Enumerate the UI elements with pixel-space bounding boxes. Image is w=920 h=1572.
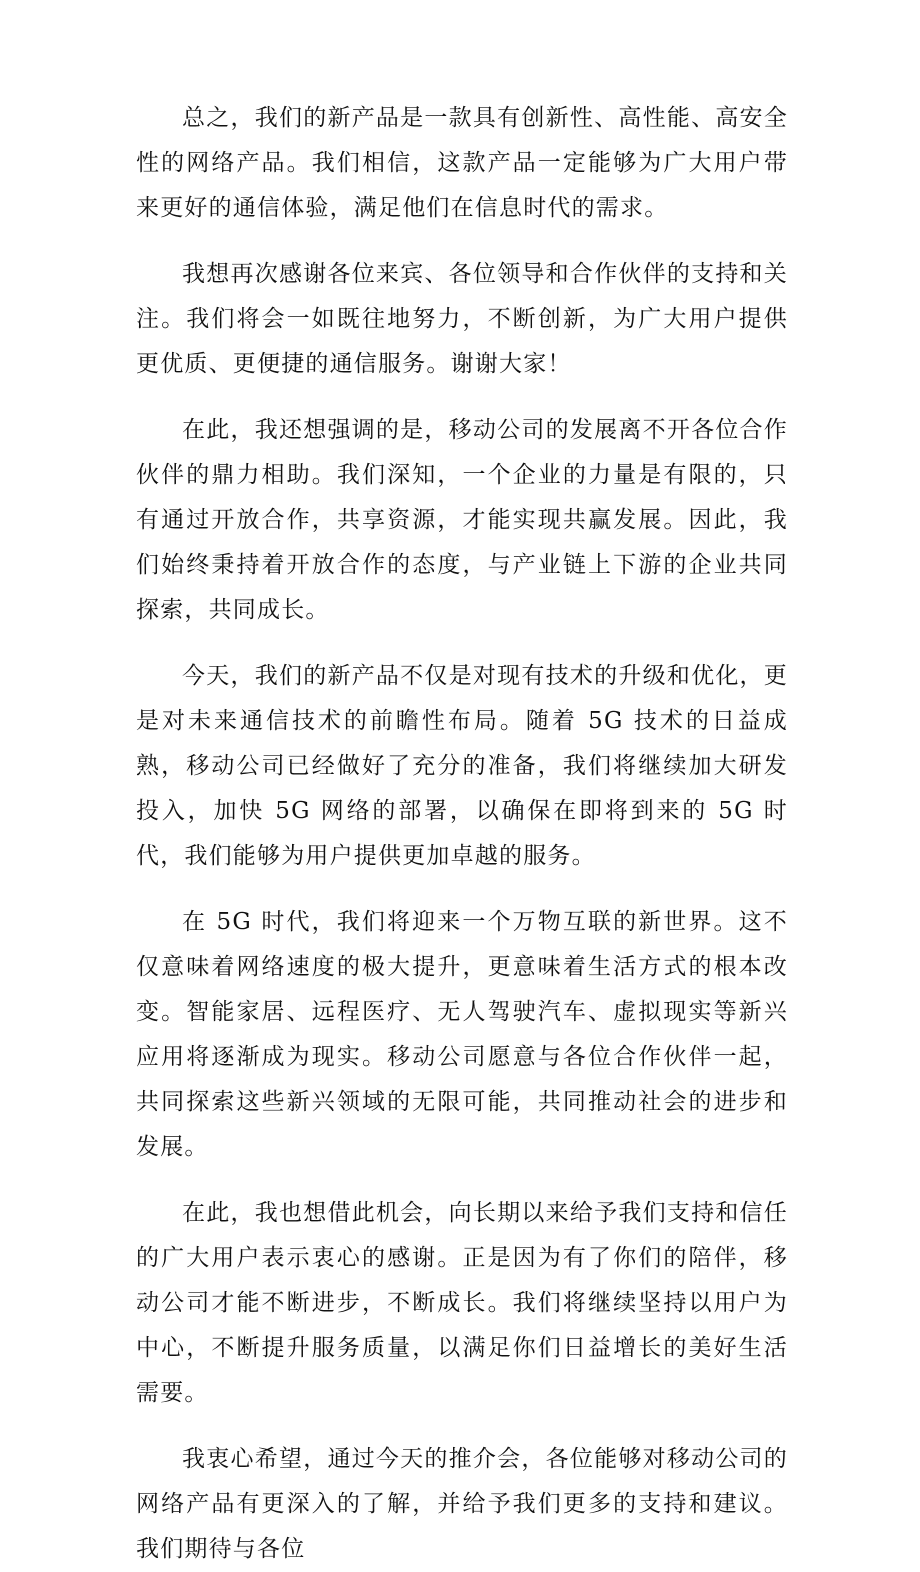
- paragraph-user-gratitude: 在此，我也想借此机会，向长期以来给予我们支持和信任的广大用户表示衷心的感谢。正是因为有了你们的陪伴，移动公司才能不断进步，不断成长。我们将继续坚持以用户为中心，不断提升服务质量，以满足你们日益增长的美好生活需要。: [136, 1200, 788, 1406]
- paragraph-5g-era: 在 5G 时代，我们将迎来一个万物互联的新世界。这不仅意味着网络速度的极大提升，更意味着生活方式的根本改变。智能家居、远程医疗、无人驾驶汽车、虚拟现实等新兴应用将逐渐成为现实。移动公司愿意与各位合作伙伴一起，共同探索这些新兴领域的无限可能，共同推动社会的进步和发展。: [136, 909, 788, 1160]
- paragraph-partners: 在此，我还想强调的是，移动公司的发展离不开各位合作伙伴的鼎力相助。我们深知，一个企业的力量是有限的，只有通过开放合作，共享资源，才能实现共赢发展。因此，我们始终秉持着开放合作的态度，与产业链上下游的企业共同探索，共同成长。: [136, 417, 788, 623]
- paragraph-thanks: 我想再次感谢各位来宾、各位领导和合作伙伴的支持和关注。我们将会一如既往地努力，不断创新，为广大用户提供更优质、更便捷的通信服务。谢谢大家！: [136, 261, 788, 377]
- paragraph-5g-preparation: 今天，我们的新产品不仅是对现有技术的升级和优化，更是对未来通信技术的前瞻性布局。随着 5G 技术的日益成熟，移动公司已经做好了充分的准备，我们将继续加大研发投入，加快 5G 网络的部署，以确保在即将到来的 5G 时代，我们能够为用户提供更加卓越的服务。: [136, 663, 788, 869]
- paragraph-conclusion: 总之，我们的新产品是一款具有创新性、高性能、高安全性的网络产品。我们相信，这款产品一定能够为广大用户带来更好的通信体验，满足他们在信息时代的需求。: [136, 105, 788, 221]
- document-body: [136, 96, 788, 1572]
- document-page: [136, 0, 788, 1562]
- paragraph-closing-hope: 我衷心希望，通过今天的推介会，各位能够对移动公司的网络产品有更深入的了解，并给予我们更多的支持和建议。我们期待与各位: [136, 1446, 788, 1562]
